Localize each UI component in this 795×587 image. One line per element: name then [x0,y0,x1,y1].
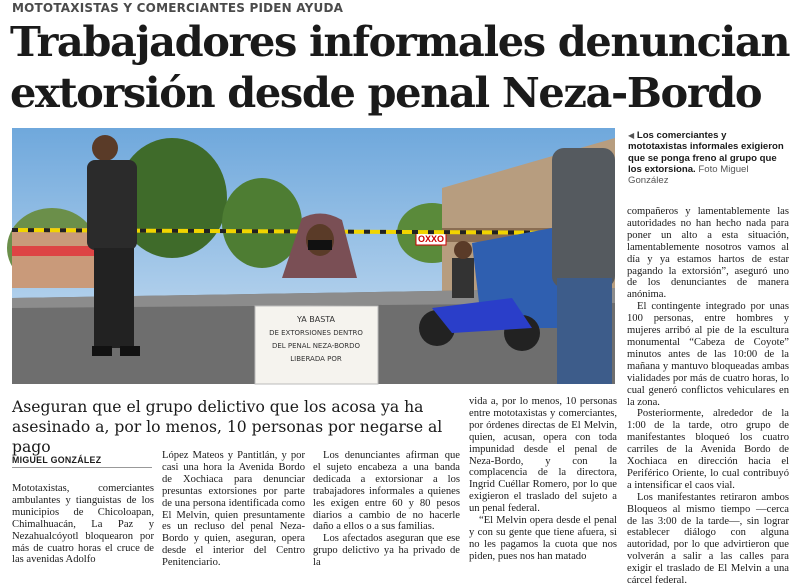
caption-credit: Foto Miguel González [628,163,749,187]
man-pants [94,248,134,348]
headline-line-1: Trabajadores informales denuncian [10,17,790,66]
paragraph: vida a, por lo menos, 10 personas entre mototaxistas y comerciantes, por órdenes directas de El Melvin, quien, acusan, opera con toda impunidad desde el penal de Neza-Bordo, y con la complacencia de la directora, Ingrid Cuéllar Romero, por lo que exigieron el traslado del sujeto a un penal federal. [469,396,617,515]
body-column-2 [162,450,305,569]
paragraph: “El Melvin opera desde el penal y con su gente que tiene afuera, si no les pagamos la cuota que nos piden, pues nos han matado [469,515,617,562]
man-head [92,135,118,161]
rider [452,258,474,298]
caption-arrow-icon: ◀ [628,131,635,140]
store-sign-text: OXXO [417,234,445,244]
kicker: MOTOTAXISTAS Y COMERCIANTES PIDEN AYUDA [12,1,344,15]
paragraph: Posteriormente, alrededor de la 1:00 de la tarde, otro grupo de manifestantes bloqueó los cuatro carriles de la Avenida Bordo de Xochiaca en dirección hacia el Periférico Oriente, lo cual contribuyó a intensificar el caos vial. [627,408,789,491]
sign-line-3: DEL PENAL NEZA-BORDO [271,342,361,350]
rider-head [454,241,472,259]
paragraph: compañeros y lamentablemente las autoridades no han hecho nada para poner un alto a esta situación, lamentablemente nosotros vamos al día y ya estamos hartos de estar pagando la extorsión”, aseguró uno de los denunciantes de manera anónima. [627,206,789,301]
body-column-5 [627,206,789,587]
man-shoe [120,346,140,356]
headline-line-2: extorsión desde penal Neza-Bordo [10,68,762,117]
right-man-jeans [557,278,612,384]
paragraph: Los denunciantes afirman que el sujeto encabeza a una banda dedicada a extorsionar a los trabajadores informales a quienes les exigen entre 60 y 80 pesos diarios a cambio de no hacerle daño a ellos o a sus familias. [313,450,460,533]
sign-line-2: DE EXTORSIONES DENTRO [269,329,363,337]
photo-illustration [12,128,615,384]
right-man-jacket [552,148,615,288]
man-shoe [92,346,112,356]
body-column-4 [469,396,617,563]
news-photo [12,128,615,384]
paragraph: Los manifestantes retiraron ambos Bloqueos al mismo tiempo —cerca de las 3:00 de la tarde—, sin lograr establecer diálogo con alguna autoridad, por lo que advirtieron que volverán a salir a las calles para exigir el traslado de El Melvin a una cárcel federal. [627,491,789,587]
body-column-1 [12,483,154,566]
sign-line-4: LIBERADA POR [290,355,342,363]
paragraph: El contingente integrado por unas 100 personas, entre hombres y mujeres arribó al pie de la escultura monumental “Cabeza de Coyote” minutos antes de las 10:00 de la mañana y mantuvo bloqueadas ambas vialidades por más de cuatro horas, lo cual generó conflictos vehiculares en la zona. [627,301,789,408]
byline-rule [12,467,152,468]
sign-line-1: YA BASTA [296,315,336,324]
photo-caption [628,130,788,186]
paragraph: Los afectados aseguran que ese grupo delictivo ya ha privado de la [313,533,460,569]
caption-text: Los comerciantes y mototaxistas informales exigieron que se ponga freno al grupo que los extorsiona. [628,130,784,175]
man-vest [87,160,137,250]
headline [10,16,790,118]
body-column-3 [313,450,460,569]
protester-mask [308,240,332,250]
byline: MIGUEL GONZÁLEZ [12,455,102,465]
deck: Aseguran que el grupo delictivo que los acosa ya ha asesinado a, por lo menos, 10 personas por negarse al pago [12,398,443,456]
paragraph: López Mateos y Pantitlán, y por casi una hora la Avenida Bordo de Xochiaca para denunciar presuntas extorsiones por parte de una persona identificada como El Melvin, quien presuntamente es un recluso del penal Neza-Bordo y quien, aseguran, opera desde el interior del Centro Penitenciario. [162,450,305,569]
paragraph: Mototaxistas, comerciantes ambulantes y tianguistas de los municipios de Chicoloapan, Chimalhuacán, La Paz y Nezahualcóyotl bloquearon por más de cuatro horas el cruce de las avenidas Adolfo [12,483,154,566]
